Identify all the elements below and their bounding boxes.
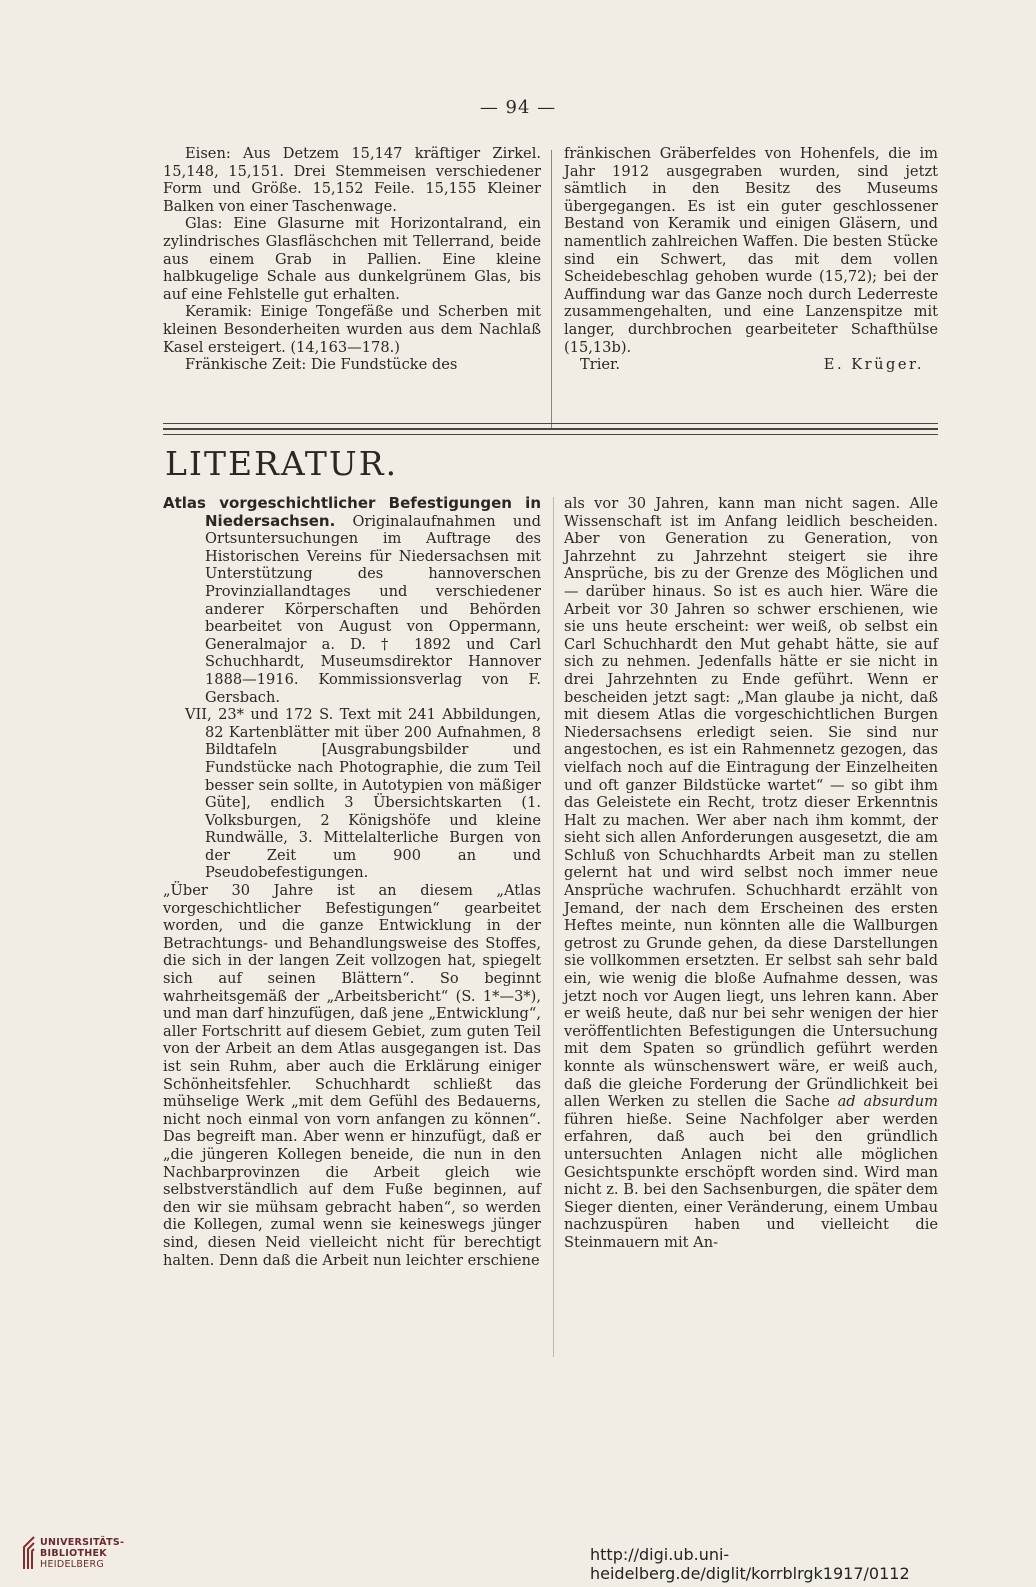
review-body-left: „Über 30 Jahre ist an diesem „Atlas vorgeschichtlicher Befestigungen“ gearbeitet worden, und die ganze Entwicklung in der Betrachtungs- und Behandlungsweise des Stoffes, die sich in der langen Zeit vollzogen hat, spiegelt sich auf seinen Blättern“. So beginnt wahrheitsgemäß der „Arbeitsbericht“ (S. 1*—3*), und man darf hinzufügen, daß jene „Entwicklung“, aller Fortschritt auf diesem Gebiet, zum guten Teil von der Arbeit an dem Atlas ausgegangen ist. Das ist sein Ruhm, aber auch die Erklärung einiger Schönheitsfehler. Schuchhardt schließt das mühselige Werk „mit dem Gefühl des Bedauerns, nicht noch einmal von vorn anfangen zu können“. Das begreift man. Aber wenn er hinzufügt, daß er „die jüngeren Kollegen beneide, die nun in den Nachbarprovinzen die Arbeit gleich wie selbstverständlich auf dem Fuße beginnen, auf den wir sie mühsam gebracht haben“, so werden die Kollegen, zumal wenn sie keineswegs jünger sind, diesen Neid vielleicht nicht für berechtigt halten. Denn daß die Arbeit nun leichter erschiene bbox=[163, 882, 541, 1269]
section-rule-thick bbox=[163, 428, 938, 430]
review-body-right bbox=[564, 495, 938, 1252]
logo-line-3: HEIDELBERG bbox=[40, 1559, 105, 1570]
section-rule-thin bbox=[163, 423, 938, 424]
library-logo-icon bbox=[20, 1535, 36, 1571]
book-title: Atlas vorgeschichtlicher Befestigungen in Niedersachsen. bbox=[163, 494, 541, 530]
top-right-column bbox=[564, 145, 938, 374]
book-specs: VII, 23* und 172 S. Text mit 241 Abbildungen, 82 Kartenblätter mit über 200 Aufnahmen, 8 Bildtafeln [Ausgrabungsbilder und Fundstücke nach Photographie, die zum Teil besser sein sollte, in Autotypien von mäßiger Güte], endlich 3 Übersichtskarten (1. Volksburgen, 2 Königshöfe und kleine Rundwälle, 3. Mittelalterliche Burgen von der Zeit um 900 an und Pseudobefestigungen. bbox=[185, 706, 541, 882]
logo-line-2: BIBLIOTHEK bbox=[40, 1548, 107, 1559]
paragraph-hohenfels: fränkischen Gräberfeldes von Hohenfels, die im Jahr 1912 ausgegraben wurden, sind jetzt sämtlich in den Besitz des Museums übergegangen. Es ist ein guter geschlossener Bestand von Keramik und einigen Gläsern, und namentlich zahlreichen Waffen. Die besten Stücke sind ein Schwert, das mit dem vollen Scheidebeschlag gehoben wurde (15,72); bei der Auffindung war das Ganze noch durch Lederreste zusammengehalten, und eine Lanzenspitze mit langer, durchbrochen gearbeiteter Schafthülse (15,13b). bbox=[564, 145, 938, 356]
signature-row bbox=[564, 356, 938, 374]
literature-left-column bbox=[163, 495, 541, 1269]
library-logo-text bbox=[40, 1537, 124, 1570]
review-right-part2: führen hieße. Seine Nachfolger aber werden erfahren, daß auch bei den gründlich untersuchten Anlagen nicht alle möglichen Gesichtspunkte erschöpft worden sind. Wird man nicht z. B. bei den Sachsenburgen, die später dem Sieger dienten, einer Veränderung, einem Umbau nachzuspüren haben und vielleicht die Steinmauern mit An- bbox=[564, 1110, 938, 1251]
review-right-part1: als vor 30 Jahren, kann man nicht sagen. Alle Wissenschaft ist im Anfang leidlich bescheiden. Aber von Generation zu Generation, von Jahrzehnt zu Jahrzehnt steigert sie ihre Ansprüche, bis zu der Grenze des Möglichen und — darüber hinaus. So ist es auch hier. Wäre die Arbeit vor 30 Jahren so schwer erschienen, wie sie uns heute erscheint: wer weiß, ob selbst ein Carl Schuchhardt den Mut gehabt hätte, sie auf sich zu nehmen. Jedenfalls hätte er sie nicht in drei Jahrzehnten zu Ende geführt. Wenn er bescheiden jetzt sagt: „Man glaube ja nicht, daß mit diesem Atlas die vorgeschichtlichen Burgen Niedersachsens erledigt seien. Sie sind nur angestochen, es ist ein Rahmennetz gezogen, das vielfach noch auf die Eintragung der Einzelheiten und oft ganzer Bildstücke wartet“ — so gibt ihm das Geleistete ein Recht, trotz dieser Erkenntnis Halt zu machen. Wer aber nach ihm kommt, der sieht sich allen Anforderungen ausgesetzt, die am Schluß von Schuchhardts Arbeit man zu stellen gelernt hat und wird selbst noch immer neue Ansprüche wachrufen. Schuchhardt erzählt von Jemand, der nach dem Erscheinen des ersten Heftes meinte, nun könnten alle die Wallburgen getrost zu Grunde gehen, da diese Darstellungen sie vollkommen ersetzten. Er selbst sah sehr bald ein, wie wenig die bloße Aufnahme dessen, was jetzt noch vor Augen liegt, uns lehren kann. Aber er weiß heute, daß nur bei sehr wenigen der hier veröffentlichten Befestigungen die Untersuchung mit dem Spaten so gründlich geführt werden konnte als wünschenswert wäre, er weiß auch, daß die gleiche Forderung der Gründlichkeit bei allen Werken zu stellen die Sache bbox=[564, 495, 938, 1111]
page-number: — 94 — bbox=[479, 97, 557, 118]
source-url[interactable]: http://digi.ub.uni-heidelberg.de/diglit/korrblrgk1917/0112 bbox=[590, 1545, 910, 1583]
paragraph-glas: Glas: Eine Glasurne mit Horizontalrand, ein zylindrisches Glasfläschchen mit Tellerrand, beide aus einem Grab in Pallien. Eine kleine halbkugelige Schale aus dunkelgrünem Glas, bis auf eine Fehlstelle gut erhalten. bbox=[163, 215, 541, 303]
review-right-italic: ad absurdum bbox=[837, 1093, 938, 1111]
paragraph-keramik: Keramik: Einige Tongefäße und Scherben mit kleinen Besonderheiten wurden aus dem Nachlaß Kasel ersteigert. (14,163—178.) bbox=[163, 303, 541, 356]
section-title: LITERATUR. bbox=[165, 444, 399, 483]
paragraph-fraenkisch: Fränkische Zeit: Die Fundstücke des bbox=[185, 356, 458, 374]
section-rule-thin-2 bbox=[163, 434, 938, 435]
column-divider-literature bbox=[553, 497, 554, 1357]
paragraph-eisen: Eisen: Aus Detzem 15,147 kräftiger Zirkel. 15,148, 15,151. Drei Stemmeisen verschiedener Form und Größe. 15,152 Feile. 15,155 Kleiner Balken von einer Taschenwage. bbox=[163, 145, 541, 215]
literature-right-column bbox=[564, 495, 938, 1252]
signature-author: E. Krüger. bbox=[823, 356, 924, 374]
book-entry bbox=[163, 495, 541, 706]
signature-place: Trier. bbox=[580, 356, 621, 374]
logo-line-1: UNIVERSITÄTS- bbox=[40, 1537, 125, 1548]
column-divider-top bbox=[551, 150, 552, 430]
book-description: Originalaufnahmen und Ortsuntersuchungen im Auftrage des Historischen Vereins für Niedersachsen mit Unterstützung des hannoverschen Provinziallandtages und verschiedener anderer Körperschaften und Behörden bearbeitet von August von Oppermann, Generalmajor a. D. † 1892 und Carl Schuchhardt, Museumsdirektor Hannover 1888—1916. Kommissionsverlag von F. Gersbach. bbox=[205, 512, 541, 706]
top-left-column bbox=[163, 145, 541, 374]
